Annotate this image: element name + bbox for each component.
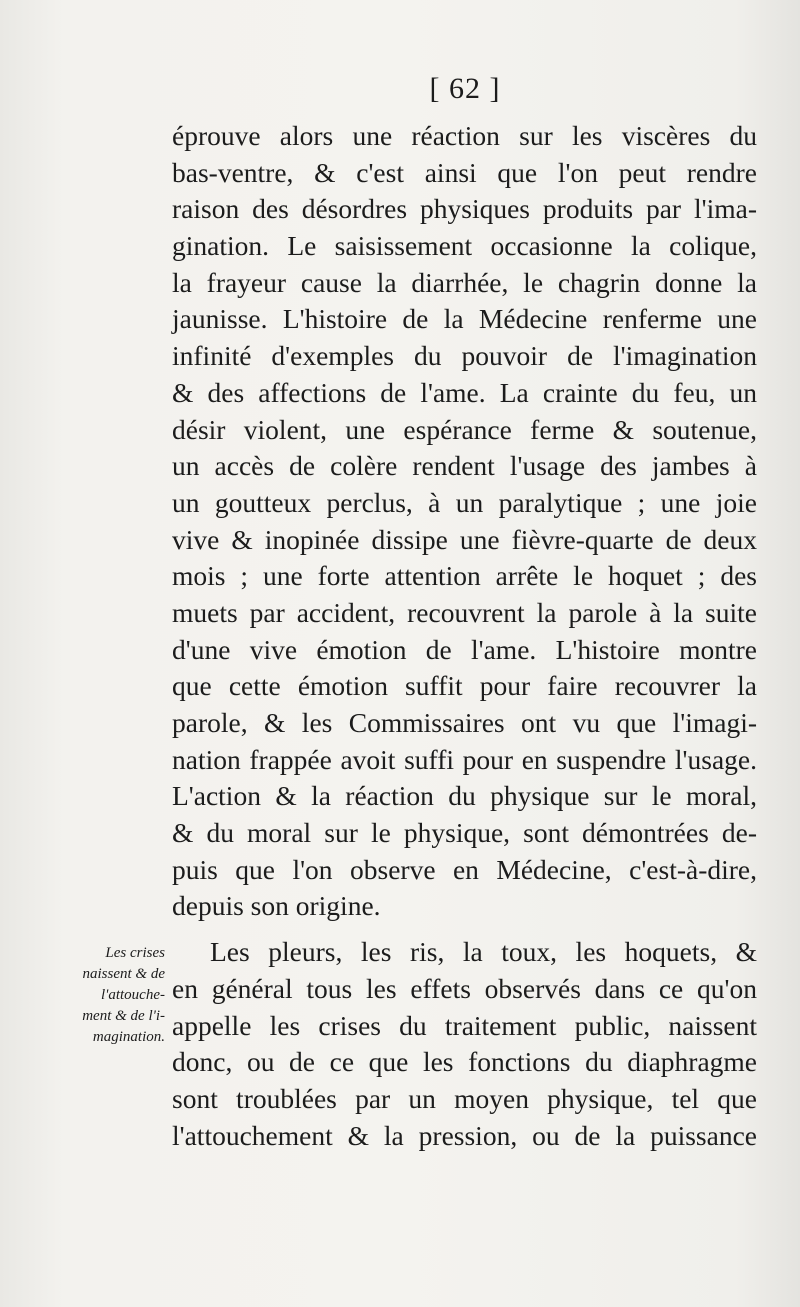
paragraph-2 — [172, 934, 757, 1154]
text-line: muets par accident, recouvrent la parole à la suite — [172, 596, 757, 628]
text-line: puis que l'on observe en Médecine, c'est-à-dire, — [172, 853, 757, 885]
margin-note-line: l'attouche- — [100, 987, 165, 1003]
text-line: parole, & les Commissaires ont vu que l'imagi- — [172, 707, 757, 738]
text-line: d'une vive émotion de l'ame. L'histoire montre — [172, 633, 757, 665]
margin-note-line: ment & de l'i- — [82, 1008, 165, 1024]
text-line: sont troublées par un moyen physique, tel que — [172, 1082, 757, 1114]
page-number: [ 62 ] — [429, 72, 501, 105]
text-line: gination. Le saisissement occasionne la colique, — [172, 230, 757, 262]
text-line: un accès de colère rendent l'usage des jambes à — [172, 450, 757, 482]
margin-note — [40, 943, 165, 1048]
text-line: désir violent, une espérance ferme & soutenue, — [172, 413, 757, 445]
text-line: infinité d'exemples du pouvoir de l'imagination — [172, 340, 757, 372]
text-line: vive & inopinée dissipe une fièvre-quarte de deux — [172, 523, 757, 555]
text-line: donc, ou de ce que les fonctions du diaphragme — [172, 1046, 757, 1078]
text-line: depuis son origine. — [172, 890, 381, 922]
text-line: Les pleurs, les ris, la toux, les hoquets, & — [210, 936, 757, 968]
text-line: en général tous les effets observés dans ce qu'on — [172, 972, 757, 1004]
text-line: que cette émotion suffit pour faire recouvrer la — [172, 670, 757, 702]
text-line: appelle les crises du traitement public, naissent — [172, 1009, 757, 1041]
margin-note-line: Les crises — [105, 945, 165, 961]
text-line: & des affections de l'ame. La crainte du feu, un — [172, 376, 757, 408]
text-line: & du moral sur le physique, sont démontrées de- — [172, 817, 757, 849]
text-line: la frayeur cause la diarrhée, le chagrin donne la — [172, 266, 757, 298]
text-line: l'attouchement & la pression, ou de la puissance — [172, 1119, 757, 1151]
text-line: un goutteux perclus, à un paralytique ; une joie — [172, 486, 757, 518]
paragraph-gap — [172, 925, 757, 934]
text-line: raison des désordres physiques produits par l'ima- — [172, 193, 757, 225]
text-line: L'action & la réaction du physique sur le moral, — [172, 780, 757, 812]
text-line: éprouve alors une réaction sur les viscères du — [172, 120, 757, 151]
margin-note-line: naissent & de — [82, 966, 165, 982]
text-line: nation frappée avoit suffi pour en suspendre l'usage. — [172, 743, 757, 775]
text-line: jaunisse. L'histoire de la Médecine renferme une — [172, 303, 757, 335]
paragraph-1 — [172, 118, 757, 925]
margin-note-line: magination. — [92, 1029, 165, 1045]
text-line: mois ; une forte attention arrête le hoquet ; des — [172, 560, 757, 592]
main-text-column — [172, 118, 757, 1154]
text-line: bas-ventre, & c'est ainsi que l'on peut rendre — [172, 156, 757, 188]
show-through-text — [88, 290, 91, 305]
